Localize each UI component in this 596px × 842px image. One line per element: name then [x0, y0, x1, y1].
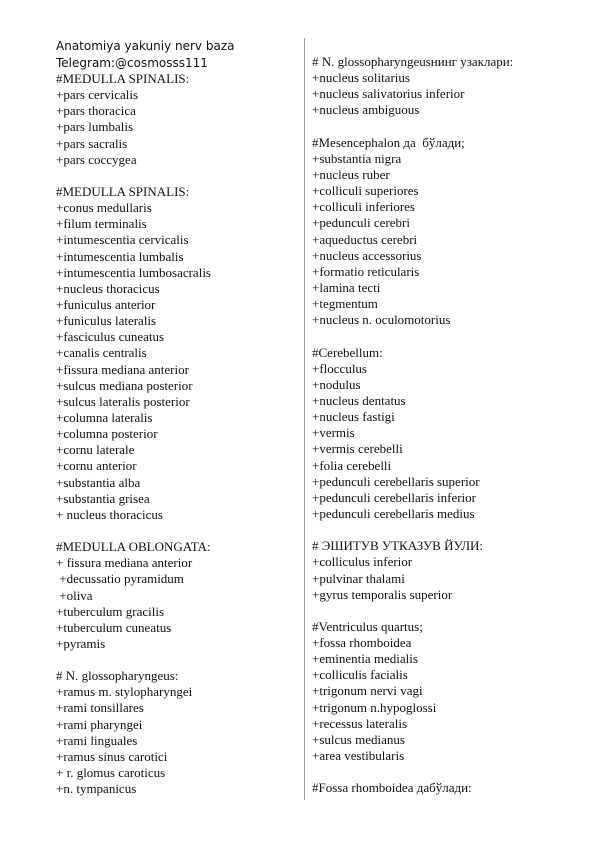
section-gap — [56, 652, 301, 668]
section-heading: #MEDULLA SPINALIS: — [56, 183, 190, 199]
list-item: +formatio reticularis — [312, 263, 420, 279]
list-item: +columna lateralis — [56, 409, 153, 425]
section-heading: #Cerebellum: — [312, 344, 383, 360]
list-item: +filum terminalis — [56, 216, 147, 232]
list-item: +pars lumbalis — [56, 119, 134, 135]
section-heading: # N. glossopharyngeusнинг узаклари: — [312, 54, 514, 69]
list-item: +oliva — [56, 587, 93, 603]
list-item: +folia cerebelli — [312, 457, 392, 473]
list-item: +nucleus ruber — [312, 166, 390, 182]
list-item: +nucleus n. oculomotorius — [312, 312, 451, 328]
list-item: +pedunculi cerebellaris superior — [312, 473, 480, 489]
list-item: +recessus lateralis — [312, 715, 408, 731]
list-item: +funiculus lateralis — [56, 313, 157, 329]
list-item: + nucleus thoracicus — [56, 506, 163, 522]
list-item: +nucleus fastigi — [312, 409, 395, 425]
list-item: +gyrus temporalis superior — [312, 586, 453, 602]
list-item: +rami linguales — [56, 732, 138, 748]
right-column — [312, 54, 572, 796]
list-item: +pyramis — [56, 635, 106, 651]
list-item: +eminentia medialis — [312, 651, 418, 667]
list-item: +intumescentia cervicalis — [56, 232, 189, 248]
list-item: +pars coccygea — [56, 151, 137, 167]
list-item: +substantia nigra — [312, 150, 402, 166]
list-item: +nucleus dentatus — [312, 392, 406, 408]
list-item: +columna posterior — [56, 426, 158, 442]
list-item: +fasciculus cuneatus — [56, 329, 165, 345]
list-item: +substantia grisea — [56, 490, 150, 506]
list-item: +colliculus inferior — [312, 554, 413, 570]
section-heading: #MEDULLA SPINALIS: — [56, 71, 190, 86]
list-item: + fissura mediana anterior — [56, 555, 193, 571]
list-item: +vermis — [312, 425, 355, 441]
column-divider — [304, 38, 305, 800]
list-item: +pars cervicalis — [56, 87, 139, 103]
section-heading: #Fossa rhomboidea дабўлади: — [312, 780, 472, 796]
list-item: +nucleus solitarius — [312, 70, 410, 86]
list-item: +nucleus thoracicus — [56, 280, 160, 296]
list-item: +tegmentum — [312, 296, 378, 312]
list-item: +fossa rhomboidea — [312, 635, 412, 651]
list-item: +n. tympanicus — [56, 781, 137, 797]
section-gap — [312, 328, 572, 344]
list-item: +sulcus mediana posterior — [56, 377, 193, 393]
list-item: +rami tonsillares — [56, 700, 144, 716]
list-item: +conus medullaris — [56, 200, 152, 216]
list-item: +ramus m. stylopharyngei — [56, 684, 193, 700]
list-item: +flocculus — [312, 360, 367, 376]
list-item: +pedunculi cerebellaris medius — [312, 505, 475, 521]
list-item: +cornu laterale — [56, 442, 135, 458]
list-item: +cornu anterior — [56, 458, 137, 474]
list-item: +pars thoracica — [56, 103, 136, 119]
list-item: +pedunculi cerebellaris inferior — [312, 489, 476, 505]
list-item: +fissura mediana anterior — [56, 361, 189, 377]
list-item: +colliculi inferiores — [312, 199, 415, 215]
list-item: +tuberculum cuneatus — [56, 619, 172, 635]
list-item: +funiculus anterior — [56, 296, 156, 312]
list-item: +trigonum nervi vagi — [312, 683, 423, 699]
list-item: +colliculi superiores — [312, 183, 419, 199]
list-item: +pedunculi cerebri — [312, 215, 410, 231]
section-heading: #Mesencephalon да бўлади; — [312, 134, 465, 150]
list-item: +rami pharyngei — [56, 716, 143, 732]
list-item: +vermis cerebelli — [312, 441, 403, 457]
list-item: +sulcus medianus — [312, 731, 405, 747]
left-column — [56, 71, 301, 797]
section-gap — [56, 168, 301, 184]
list-item: +area vestibularis — [312, 748, 405, 764]
list-item: +trigonum n.hypoglossi — [312, 699, 437, 715]
list-item: +nodulus — [312, 376, 361, 392]
section-gap — [312, 603, 572, 619]
list-item: +lamina tecti — [312, 279, 381, 295]
list-item: +aqueductus cerebri — [312, 231, 418, 247]
section-gap — [312, 764, 572, 780]
list-item: +nucleus salivatorius inferior — [312, 86, 465, 102]
header-telegram: Telegram:@cosmosss111 — [56, 56, 208, 70]
section-heading: #MEDULLA OBLONGATA: — [56, 539, 211, 555]
list-item: +pulvinar thalami — [312, 570, 405, 586]
list-item: +substantia alba — [56, 474, 141, 490]
section-gap — [56, 523, 301, 539]
section-heading: #Ventriculus quartus; — [312, 618, 423, 634]
list-item: +nucleus accessorius — [312, 247, 422, 263]
document-header — [56, 38, 234, 72]
list-item: +colliculis facialis — [312, 667, 408, 683]
list-item: +canalis centralis — [56, 345, 147, 361]
list-item: +decussatio pyramidum — [56, 571, 184, 587]
header-title: Anatomiya yakuniy nerv baza — [56, 39, 235, 53]
section-gap — [312, 119, 572, 135]
list-item: +intumescentia lumbalis — [56, 248, 184, 264]
section-heading: # N. glossopharyngeus: — [56, 668, 179, 684]
list-item: +nucleus ambiguous — [312, 102, 420, 118]
section-gap — [312, 522, 572, 538]
list-item: +intumescentia lumbosacralis — [56, 264, 211, 280]
section-heading: # ЭШИТУВ УТКАЗУВ ЙУЛИ: — [312, 538, 484, 554]
list-item: +sulcus lateralis posterior — [56, 393, 190, 409]
list-item: + r. glomus caroticus — [56, 765, 166, 781]
list-item: +pars sacralis — [56, 135, 128, 151]
list-item: +ramus sinus carotici — [56, 748, 168, 764]
list-item: +tuberculum gracilis — [56, 603, 165, 619]
